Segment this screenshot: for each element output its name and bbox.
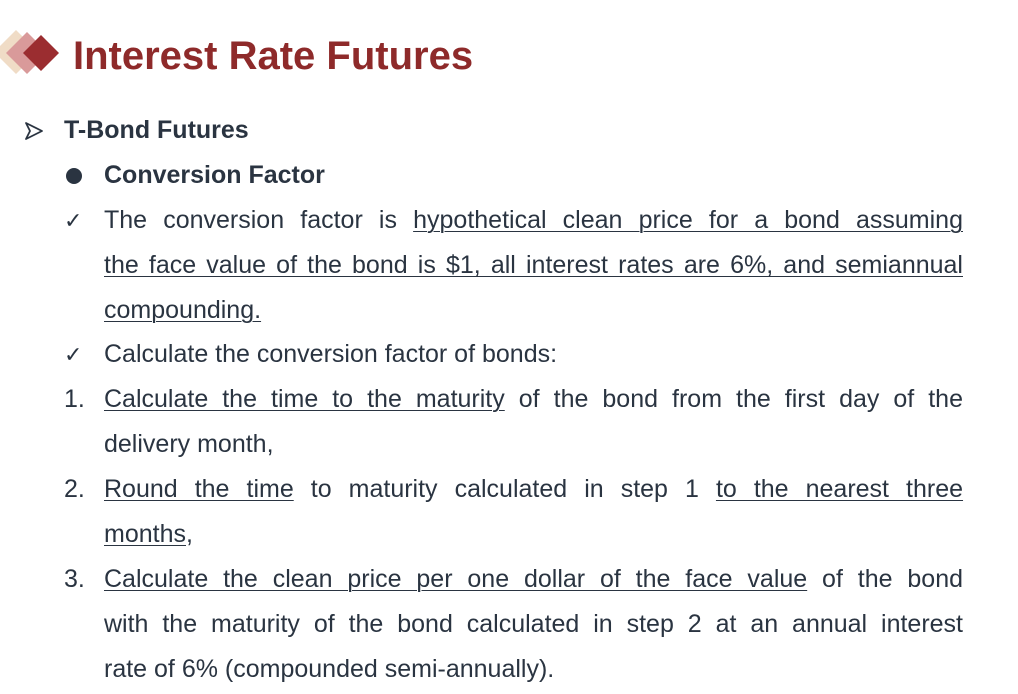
step-2: [0, 467, 1018, 512]
definition-line-3-row: [0, 288, 1018, 333]
definition-line-2-row: [0, 243, 1018, 288]
step-3: [0, 557, 1018, 602]
diamond-decoration-icon: [0, 26, 70, 86]
step-2-line-2-row: [0, 512, 1018, 557]
step-1-line-2: delivery month,: [104, 430, 274, 458]
arrow-bullet-icon: [24, 121, 44, 141]
step-1-line-2-row: [0, 422, 1018, 467]
step-2-line-2: months,: [104, 520, 193, 548]
step-3-line-3-row: [0, 647, 1018, 692]
step-1-line-1: Calculate the time to the maturity of the bond from the first day of the: [104, 385, 963, 413]
check-item-calculate: [0, 332, 1018, 377]
step-number: 1.: [64, 385, 85, 413]
definition-line-2: the face value of the bond is $1, all interest rates are 6%, and semiannual: [104, 251, 963, 279]
bullet-heading-tbond: [0, 108, 1018, 153]
step-number: 2.: [64, 475, 85, 503]
heading-tbond-futures: T-Bond Futures: [64, 116, 249, 144]
step-1: [0, 377, 1018, 422]
definition-line-1: The conversion factor is hypothetical clean price for a bond assuming: [104, 206, 963, 234]
page-title: Interest Rate Futures: [73, 34, 474, 78]
step-3-line-2: with the maturity of the bond calculated in step 2 at an annual interest: [104, 610, 963, 638]
heading-conversion-factor: Conversion Factor: [104, 161, 325, 189]
definition-line-3: compounding.: [104, 296, 262, 324]
step-number: 3.: [64, 565, 85, 593]
calculate-intro: Calculate the conversion factor of bonds:: [104, 340, 558, 368]
slide-header: [0, 26, 1018, 86]
step-3-line-3: rate of 6% (compounded semi-annually).: [104, 655, 555, 683]
step-3-line-2-row: [0, 602, 1018, 647]
checkmark-icon: ✓: [64, 208, 83, 233]
check-item-definition: [0, 198, 1018, 243]
dot-bullet-icon: [66, 168, 82, 184]
checkmark-icon: ✓: [64, 342, 83, 367]
step-2-line-1: Round the time to maturity calculated in step 1 to the nearest three: [104, 475, 964, 503]
bullet-heading-conversion: [0, 153, 1018, 198]
step-3-line-1: Calculate the clean price per one dollar of the face value of the bond: [104, 565, 963, 593]
